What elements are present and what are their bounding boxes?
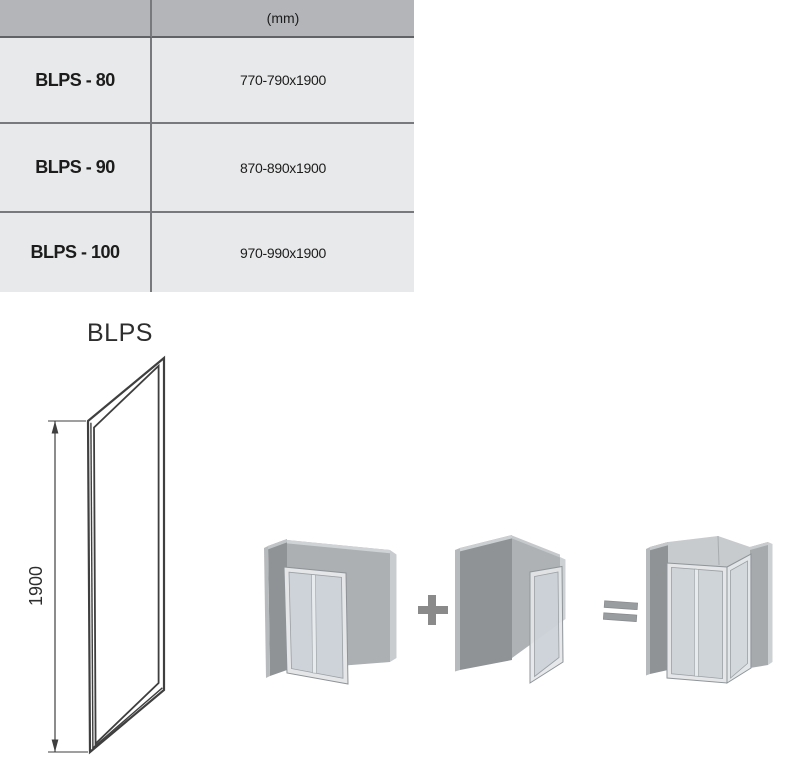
unit-header-label: (mm) — [266, 10, 300, 26]
size-range: 870-890x1900 — [240, 159, 326, 176]
model-name: BLPS - 90 — [35, 157, 115, 177]
corner-walls-with-fixed-side-panel-diagram — [450, 518, 590, 693]
complete-shower-enclosure-diagram — [642, 520, 782, 692]
table-row-model-cell — [0, 122, 152, 211]
size-range: 970-990x1900 — [240, 244, 326, 261]
dimension-arrow-up — [52, 421, 59, 434]
table-header-model-cell — [0, 0, 152, 38]
equals-icon — [603, 599, 639, 623]
fixed-side-panel — [530, 567, 563, 684]
dimension-arrow-down — [52, 740, 59, 753]
table-row-size-cell — [152, 211, 414, 292]
table-row-size-cell — [152, 122, 414, 211]
sliding-door-panel — [284, 567, 348, 684]
sliding-door-panel — [667, 563, 727, 683]
corner-walls-with-sliding-door-diagram — [262, 515, 402, 695]
model-name: BLPS - 80 — [35, 69, 115, 90]
model-name: BLPS - 100 — [30, 242, 120, 262]
table-row-model-cell — [0, 211, 152, 292]
fixed-side-panel — [727, 554, 751, 683]
plus-icon — [417, 594, 449, 626]
fixed-panel-drawing — [20, 350, 180, 757]
drawing-title: BLPS — [87, 319, 153, 347]
size-table — [0, 0, 414, 292]
dimension-line — [48, 421, 88, 752]
panel-outline — [88, 358, 164, 752]
table-row-model-cell — [0, 38, 152, 122]
table-header-unit-cell — [152, 0, 414, 38]
table-row-size-cell — [152, 38, 414, 122]
size-range: 770-790x1900 — [240, 72, 326, 88]
height-dimension-label: 1900 — [26, 565, 46, 607]
